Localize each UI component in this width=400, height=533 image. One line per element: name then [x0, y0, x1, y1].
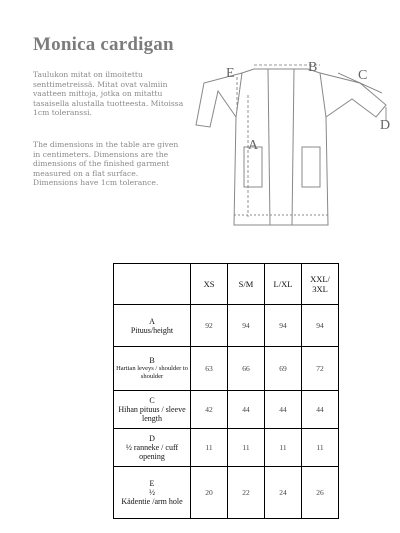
table-cell: 24	[265, 467, 302, 519]
row-label	[114, 305, 191, 347]
table-cell: 94	[265, 305, 302, 347]
row-label	[114, 467, 191, 519]
row-name: Pituus/height	[130, 325, 174, 335]
row-letter: D	[149, 434, 155, 443]
row-letter: A	[149, 316, 155, 326]
table-cell: 11	[228, 429, 265, 467]
row-label	[114, 347, 191, 391]
table-cell: 69	[265, 347, 302, 391]
front-opening	[268, 69, 294, 225]
table-cell: 92	[191, 305, 228, 347]
label-a: A	[248, 138, 259, 153]
table-row	[114, 429, 339, 467]
page-title: Monica cardigan	[33, 34, 174, 55]
row-label	[114, 429, 191, 467]
label-e: E	[226, 66, 235, 81]
size-header: L/XL	[265, 264, 302, 305]
size-table	[113, 263, 339, 519]
size-header: XS	[191, 264, 228, 305]
table-cell: 44	[302, 391, 339, 429]
table-header-row	[114, 264, 339, 305]
row-letter: E	[149, 479, 155, 488]
left-pocket	[244, 147, 262, 187]
table-cell: 44	[265, 391, 302, 429]
table-cell: 11	[265, 429, 302, 467]
garment-diagram	[190, 55, 400, 240]
description-english: The dimensions in the table are given in centimeters. Dimensions are the dimensions of the finished garment measured on a flat surface. Dimensions have 1cm tolerance.	[33, 140, 179, 188]
table-cell: 94	[228, 305, 265, 347]
table-cell: 72	[302, 347, 339, 391]
table-cell: 22	[228, 467, 265, 519]
row-label	[114, 391, 191, 429]
table-cell: 20	[191, 467, 228, 519]
label-b: B	[308, 60, 318, 75]
row-name: Kädentie /arm hole	[121, 497, 183, 506]
row-letter: B	[149, 356, 155, 365]
left-sleeve	[196, 73, 242, 127]
row-name: ½ ranneke / cuff opening	[125, 443, 179, 461]
table-cell: 26	[302, 467, 339, 519]
table-row	[114, 305, 339, 347]
table-cell: 44	[228, 391, 265, 429]
table-row	[114, 347, 339, 391]
row-fraction: ½	[149, 488, 155, 497]
table-cell: 42	[191, 391, 228, 429]
table-row	[114, 391, 339, 429]
label-d: D	[380, 118, 391, 133]
row-letter: C	[149, 396, 155, 405]
table-row	[114, 467, 339, 519]
table-cell: 63	[191, 347, 228, 391]
row-name: Hihan pituus / sleeve length	[118, 405, 186, 423]
label-c: C	[358, 68, 368, 83]
size-header: S/M	[228, 264, 265, 305]
table-cell: 11	[302, 429, 339, 467]
row-name: Hartian leveys / shoulder to shoulder	[116, 365, 188, 380]
table-corner-cell	[114, 264, 191, 305]
table-cell: 66	[228, 347, 265, 391]
table-cell: 94	[302, 305, 339, 347]
right-pocket	[302, 147, 320, 187]
description-finnish: Taulukon mitat on ilmoitettu senttimetreissä. Mitat ovat valmiin vaatteen mittoja, jotka on mitattu tasaisella alustalla tuotteesta. Mitoissa 1cm toleranssi.	[33, 70, 184, 118]
table-cell: 11	[191, 429, 228, 467]
size-header: XXL/ 3XL	[302, 264, 339, 305]
